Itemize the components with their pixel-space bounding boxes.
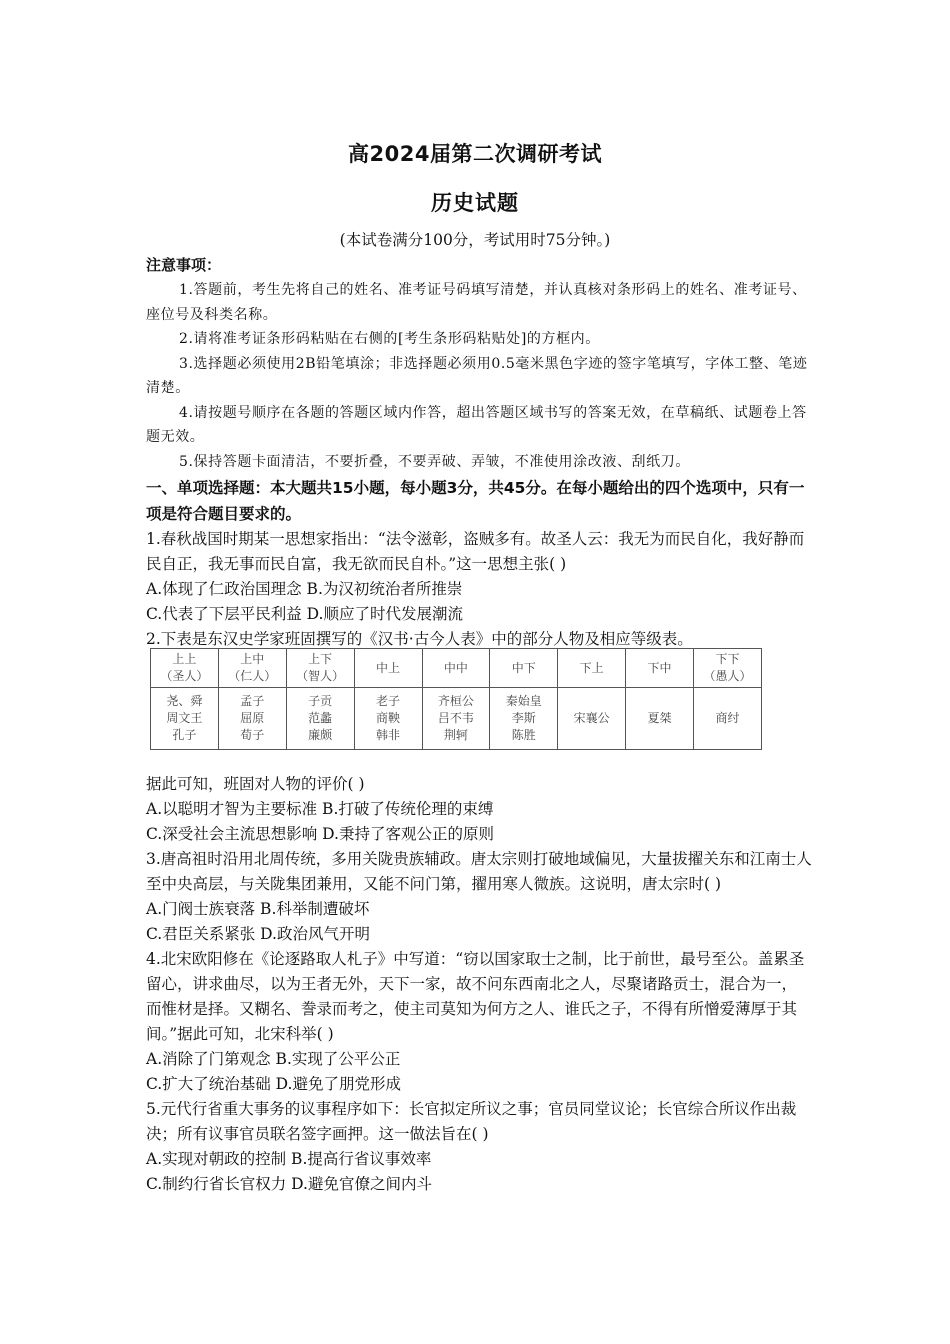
notice-block	[146, 254, 812, 474]
question-stem: 1.春秋战国时期某一思想家指出：“法令滋彰，盗贼多有。故圣人云：我无为而民自化，我好静而民自正，我无事而民自富，我无欲而民自朴。”这一思想主张( )	[146, 530, 805, 573]
notice-item: 2.请将准考证条形码粘贴在右侧的[考生条形码粘贴处]的方框内。	[179, 331, 600, 347]
table-header-cell: 中下	[490, 649, 558, 688]
table-header-row	[151, 649, 762, 688]
table-row	[151, 688, 762, 750]
question-options: A.以聪明才智为主要标准 B.打破了传统伦理的束缚	[146, 800, 494, 818]
question-options: A.门阀士族衰落 B.科举制遭破坏	[146, 900, 370, 918]
question-stem: 5.元代行省重大事务的议事程序如下：长官拟定所议之事；官员同堂议论；长官综合所议作出裁决；所有议事官员联名签字画押。这一做法旨在( )	[146, 1100, 797, 1143]
table-cell: 子贡 范蠡 廉颇	[286, 688, 354, 750]
notice-item: 5.保持答题卡面清洁，不要折叠，不要弄破、弄皱，不准使用涂改液、刮纸刀。	[179, 453, 690, 470]
table-cell: 宋襄公	[558, 688, 626, 750]
table-header-cell: 中中	[422, 649, 490, 688]
table-cell: 老子 商鞅 韩非	[354, 688, 422, 750]
table-cell: 秦始皇 李斯 陈胜	[490, 688, 558, 750]
table-cell: 孟子 屈原 荀子	[218, 688, 286, 750]
subject-title: 历史试题	[431, 191, 519, 215]
table-cell: 齐桓公 吕不韦 荆轲	[422, 688, 490, 750]
table-cell: 夏桀	[626, 688, 694, 750]
notice-heading: 注意事项：	[146, 256, 222, 274]
question-options: C.制约行省长官权力 D.避免官僚之间内斗	[146, 1175, 432, 1193]
notice-item: 1.答题前，考生先将自己的姓名、准考证号码填写清楚，并认真核对条形码上的姓名、准考证号、座位号及科类名称。	[146, 282, 807, 323]
section-heading: 一、单项选择题：本大题共15小题，每小题3分，共45分。在每小题给出的四个选项中，只有一项是符合题目要求的。	[146, 479, 805, 523]
question-stem: 3.唐高祖时沿用北周传统，多用关陇贵族辅政。唐太宗则打破地域偏见，大量拔擢关东和江南士人至中央高层，与关陇集团兼用，又能不问门第，擢用寒人微族。这说明，唐太宗时( )	[146, 850, 812, 893]
table-cell: 商纣	[694, 688, 762, 750]
question-stem: 2.下表是东汉史学家班固撰写的《汉书·古今人表》中的部分人物及相应等级表。	[146, 630, 693, 648]
question-options: C.君臣关系紧张 D.政治风气开明	[146, 925, 370, 943]
exam-note: (本试卷满分100分，考试用时75分钟。)	[339, 231, 611, 249]
exam-title: 高2024届第二次调研考试	[348, 142, 602, 166]
notice-item: 4.请按题号顺序在各题的答题区域内作答，超出答题区域书写的答案无效，在草稿纸、试题卷上答题无效。	[146, 404, 807, 445]
question-options: C.代表了下层平民利益 D.顺应了时代发展潮流	[146, 605, 463, 623]
table-cell: 尧、舜 周文王 孔子	[151, 688, 219, 750]
question-options: A.实现对朝政的控制 B.提高行省议事效率	[146, 1150, 432, 1168]
question-options: C.深受社会主流思想影响 D.秉持了客观公正的原则	[146, 825, 494, 843]
table-header-cell: 上下 （智人）	[286, 649, 354, 688]
questions-block	[146, 772, 812, 1197]
table-header-cell: 中上	[354, 649, 422, 688]
section-one	[146, 476, 812, 652]
rank-table	[150, 648, 762, 750]
notice-item: 3.选择题必须使用2B铅笔填涂；非选择题必须用0.5毫米黑色字迹的签字笔填写，字体工整、笔迹清楚。	[146, 355, 808, 396]
table-header-cell: 上上 （圣人）	[151, 649, 219, 688]
table-header-cell: 下上	[558, 649, 626, 688]
question-options: C.扩大了统治基础 D.避免了朋党形成	[146, 1075, 401, 1093]
question-options: A.体现了仁政治国理念 B.为汉初统治者所推崇	[146, 580, 463, 598]
table-header-cell: 下中	[626, 649, 694, 688]
question-options: A.消除了门第观念 B.实现了公平公正	[146, 1050, 401, 1068]
table-header-cell: 上中 （仁人）	[218, 649, 286, 688]
question-stem: 据此可知，班固对人物的评价( )	[146, 775, 365, 793]
table-header-cell: 下下 （愚人）	[694, 649, 762, 688]
question-stem: 4.北宋欧阳修在《论逐路取人札子》中写道：“窃以国家取士之制，比于前世，最号至公。盖累圣留心，讲求曲尽，以为王者无外，天下一家，故不问东西南北之人，尽聚诸路贡士，混合为一，而惟材是择。又糊名、誊录而考之，使主司莫知为何方之人、谁氏之子，不得有所憎爱薄厚于其间。”据此可知，北宋科举( )	[146, 950, 805, 1043]
